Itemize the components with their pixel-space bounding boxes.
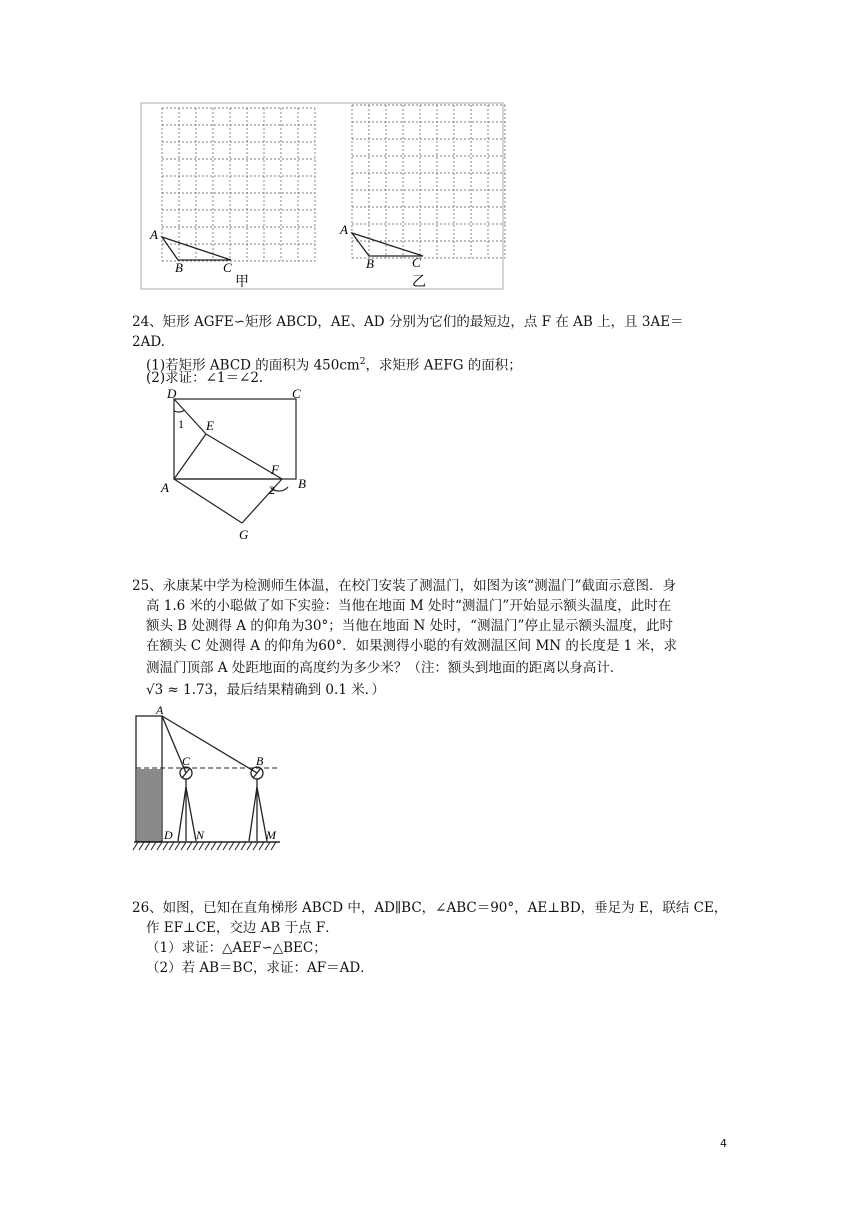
hatch-line bbox=[247, 842, 252, 850]
right-caption: 乙 bbox=[412, 275, 426, 290]
page-number: 4 bbox=[720, 1137, 727, 1150]
q24-label-b: B bbox=[298, 476, 306, 491]
q24-label-c: C bbox=[292, 386, 301, 401]
q25-label-d: D bbox=[164, 828, 173, 842]
hatch-line bbox=[187, 842, 192, 850]
hatch-line bbox=[223, 842, 228, 850]
q25-line5: 测温门顶部 A 处距地面的高度约为多少米？（注：额头到地面的距离以身高计． bbox=[146, 660, 624, 676]
right-grid bbox=[352, 105, 505, 258]
hatch-line bbox=[151, 842, 156, 850]
q24-line1: 24、矩形 AGFE∽矩形 ABCD，AE、AD 分别为它们的最短边，点 F 在 AB 上，且 3AE＝ bbox=[132, 314, 684, 330]
right-label-a: A bbox=[340, 222, 348, 237]
q24-label-d: D bbox=[167, 386, 177, 401]
q25-line2: 高 1.6 米的小聪做了如下实验：当他在地面 M 处时“测温门”开始显示额头温度，此时在 bbox=[146, 598, 672, 614]
hatch-line bbox=[241, 842, 246, 850]
hatch-line bbox=[253, 842, 258, 850]
hatch-line bbox=[157, 842, 162, 850]
hatch-line bbox=[217, 842, 222, 850]
hatch-line bbox=[211, 842, 216, 850]
q25-label-a: A bbox=[156, 703, 164, 717]
hatch-line bbox=[139, 842, 144, 850]
hatch-line bbox=[235, 842, 240, 850]
q24-sub1: (1)若矩形 ABCD 的面积为 $450cm^2$，求矩形 AEFG 的面积； bbox=[146, 357, 522, 374]
q24-label-2: 2 bbox=[269, 483, 275, 497]
ground-hatch bbox=[133, 842, 276, 850]
q25-label-c: C bbox=[182, 754, 191, 768]
hatch-line bbox=[163, 842, 168, 850]
left-label-a: A bbox=[150, 227, 158, 242]
hatch-line bbox=[265, 842, 270, 850]
left-caption: 甲 bbox=[235, 275, 249, 290]
grid-figure bbox=[140, 100, 520, 292]
q24-line2: 2AD. bbox=[132, 334, 165, 350]
hatch-line bbox=[199, 842, 204, 850]
q25-label-m: M bbox=[266, 828, 276, 842]
q25-figure bbox=[132, 702, 284, 858]
q26-line1: 26、如图，已知在直角梯形 ABCD 中，AD∥BC，∠ABC＝90°，AE⊥BD，垂足为 E，联结 CE， bbox=[132, 900, 728, 916]
q25-label-n: N bbox=[196, 828, 205, 842]
q24-sub2: (2)求证：∠1＝∠2. bbox=[146, 370, 264, 386]
right-label-c: C bbox=[412, 255, 421, 270]
q26-sub2: （2）若 AB＝BC，求证：AF＝AD． bbox=[146, 960, 374, 976]
q24-label-a: A bbox=[161, 480, 169, 495]
hatch-line bbox=[193, 842, 198, 850]
hatch-line bbox=[169, 842, 174, 850]
hatch-line bbox=[175, 842, 180, 850]
hatch-line bbox=[133, 842, 138, 850]
q25-label-b: B bbox=[256, 754, 264, 768]
hatch-line bbox=[205, 842, 210, 850]
q24-label-g: G bbox=[239, 527, 249, 542]
q24-label-1: 1 bbox=[178, 417, 184, 431]
left-label-b: B bbox=[175, 260, 183, 275]
hatch-line bbox=[271, 842, 276, 850]
q24-label-e: E bbox=[206, 418, 214, 433]
q26-line2: 作 EF⊥CE，交边 AB 于点 F． bbox=[146, 920, 339, 936]
hatch-line bbox=[181, 842, 186, 850]
hatch-line bbox=[145, 842, 150, 850]
right-triangle bbox=[352, 233, 423, 256]
left-triangle bbox=[162, 237, 231, 260]
hatch-line bbox=[229, 842, 234, 850]
left-grid bbox=[162, 108, 315, 261]
q25-line3: 额头 B 处测得 A 的仰角为30°；当他在地面 N 处时，“测温门”停止显示额头温度，此时 bbox=[146, 618, 673, 634]
q25-line6: √3 ≈ 1.73，最后结果精确到 0.1 米．） bbox=[146, 682, 385, 698]
hatch-line bbox=[259, 842, 264, 850]
right-label-b: B bbox=[366, 256, 374, 271]
q24-figure bbox=[155, 384, 325, 544]
gate-pillar-shade bbox=[137, 769, 161, 841]
q26-sub1: （1）求证：△AEF∽△BEC； bbox=[146, 940, 327, 956]
left-label-c: C bbox=[223, 260, 232, 275]
q25-line4: 在额头 C 处测得 A 的仰角为60°．如果测得小聪的有效测温区间 MN 的长度是 1 米，求 bbox=[146, 638, 678, 654]
q25-line1: 25、永康某中学为检测师生体温，在校门安装了测温门，如图为该“测温门”截面示意图．身 bbox=[132, 578, 676, 594]
q24-label-f: F bbox=[271, 462, 279, 477]
